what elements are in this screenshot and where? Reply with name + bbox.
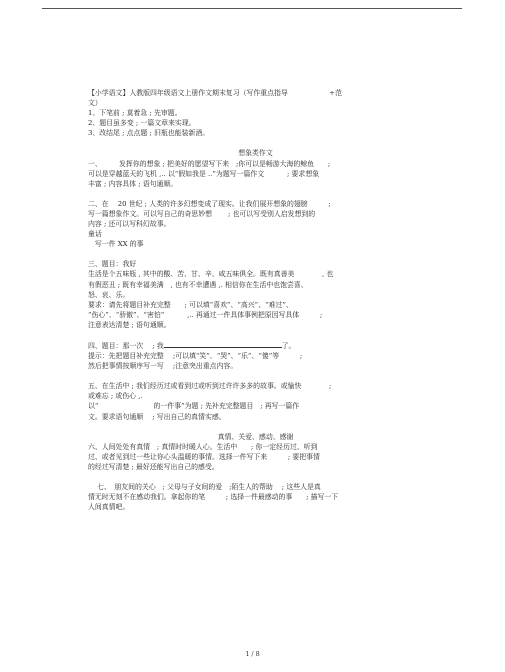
section-heading-true-feelings: 真情、关爱、感动、感谢 xyxy=(217,432,294,441)
sec5-line: 以“ 的一件事”为题 ; 先补充完整题目 ; 再写一篇作 xyxy=(88,402,300,411)
sec5-line: 五、在生活中 ; 我们经历过或看到过或听到过许许多多的故事。或愉快 ; xyxy=(88,382,332,391)
sec1-line: 可以是穿越蓝天的飞机 ,.. 以“假如我是 ..”为题写一篇作文 ; 要求想象 xyxy=(88,169,320,178)
tip-2: 2、题目虽多变 ; 一篇文章来实现。 xyxy=(88,119,196,128)
sec5-line: 文。要求语句通顺 ; 写出自己的真情实感。 xyxy=(88,412,226,421)
sec1-line: 一、 发挥你的想象 ; 把美好的愿望写下来 ;你可以是畅游大海的鲸鱼 ; xyxy=(88,159,331,168)
sec2-line: 写一件 XX 的事 xyxy=(88,240,144,249)
sec6-line: 的经过写清楚 ; 最好还能写出自己的感受。 xyxy=(88,462,219,471)
sec7-line: 情无时无刻不在感动我们。拿起你的笔 ; 选择一件最感动的事 ; 描写一下 xyxy=(88,493,339,502)
fill-in-blank xyxy=(164,340,282,348)
sec3-line: 三、题目：我好 xyxy=(88,260,137,269)
tip-3: 3、改结尾 ; 点点题 ; 旧瓶也能装新酒。 xyxy=(88,129,210,138)
sec2-line: 写一篇想象作文。可以写自己的奇思妙想 ; 也可以写受别人启发想到的 xyxy=(88,209,316,218)
doc-title-line-2: 文） xyxy=(88,99,102,108)
page-top-border xyxy=(42,8,462,9)
sec4-line: 提示：先把题目补充完整 ;可以填“笑”、“哭”、“乐”、“傻”等 ; xyxy=(88,352,303,361)
sec3-line: 有假恶丑 ; 既有幸福美满 , 也有不幸遭遇 ,. 相信你在生活中也饱尝喜、 xyxy=(88,280,308,289)
sec7-line: 七、 朋友间的关心 ; 父母与子女间的爱 ;陌生人的帮助 ; 这些人是真 xyxy=(88,483,321,491)
sec4-title-before: 四、题目：那一次 ; 我 xyxy=(88,341,164,350)
sec3-line: “伤心”、“骄傲”、“害怕” ,.. 再通过一件具体事例把原因写具体 ; xyxy=(88,310,323,319)
section-heading-imagination: 想象类作文 xyxy=(238,149,273,158)
sec2-line: 内容 ; 还可以写科幻故事。 xyxy=(88,220,171,229)
doc-title-line-1: 【小学语文】人教版四年级语文上册作文期末复习（写作重点指导 +范 xyxy=(88,89,342,97)
sec3-line: 生活是个五味瓶 , 其中的酸、苦、甘、辛、咸五味俱全。既有真善美 , 也 xyxy=(88,270,334,279)
sec1-line: 丰富 ; 内容具体 ; 语句通顺。 xyxy=(88,179,178,188)
page-number: 1 / 8 xyxy=(245,650,260,658)
sec4-line: 然后把事情按顺序写一写 ;注意突出重点内容。 xyxy=(88,362,238,371)
sec3-line: 怒、哀、乐。 xyxy=(88,290,130,299)
sec3-line: 要求：请先将题目补充完整 ; 可以填“喜欢”、“高兴”、“难过”、 xyxy=(88,300,293,309)
sec4-title-after: 了。 xyxy=(281,341,296,350)
sec4-title-line xyxy=(88,340,423,351)
document-body xyxy=(88,88,423,512)
sec2-line: 二、在 20 世纪 ; 人类的许多幻想变成了现实。让我们展开想象的翅膀 ; xyxy=(88,199,331,208)
sec6-line: 过、或者见到过一些让你心头温暖的事情。选择一件写下来 ; 要把事情 xyxy=(88,452,320,461)
sec3-line: 注意表达清楚 ; 语句通顺。 xyxy=(88,320,171,329)
sec7-line: 人间真情吧。 xyxy=(88,503,130,512)
tip-1: 1、下笔前 ; 莫着急 ; 先审题。 xyxy=(88,109,182,118)
sec5-line: 或难忘 ; 或伤心 ,. xyxy=(88,392,143,401)
sec2-line: 童话 xyxy=(88,230,102,239)
sec6-line: 六、人间处处有真情 ; 真情时时暖人心。生活中 ; 你一定经历过、听到 xyxy=(88,442,318,451)
